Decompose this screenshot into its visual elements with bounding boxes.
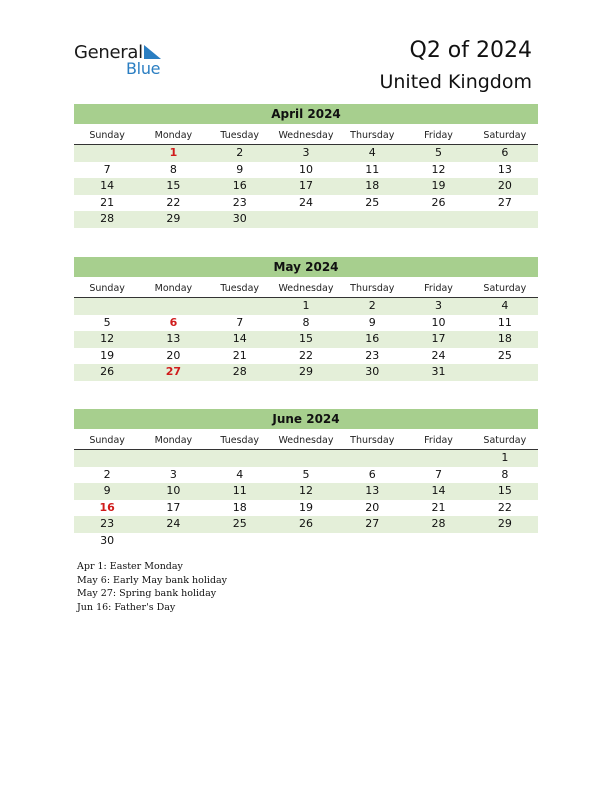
date-cell bbox=[472, 533, 538, 550]
date-cell: 4 bbox=[368, 146, 376, 159]
date-cell: 24 bbox=[298, 195, 313, 209]
week-row bbox=[74, 364, 538, 381]
date-cell bbox=[273, 450, 339, 467]
date-cell: 23 bbox=[100, 517, 115, 530]
date-cell bbox=[405, 533, 471, 550]
week-row bbox=[74, 450, 538, 467]
date-cell: 20 bbox=[497, 179, 512, 192]
date-cell: 27 bbox=[497, 195, 512, 209]
date-cell: 21 bbox=[431, 500, 446, 514]
date-cell: 4 bbox=[236, 467, 244, 481]
weekday-label: Tuesday bbox=[220, 130, 260, 141]
weekday-label: Tuesday bbox=[220, 435, 260, 446]
date-cell bbox=[207, 533, 273, 550]
date-cell bbox=[472, 364, 538, 381]
date-cell: 20 bbox=[166, 348, 181, 362]
date-cell bbox=[339, 211, 405, 228]
logo-text-blue: Blue bbox=[126, 59, 161, 78]
weekday-label: Monday bbox=[154, 130, 193, 141]
holiday-note: Apr 1: Easter Monday bbox=[77, 561, 183, 572]
week-row bbox=[74, 348, 538, 365]
date-cell: 3 bbox=[302, 146, 310, 159]
holiday-date-cell: 6 bbox=[169, 315, 178, 329]
date-cell: 10 bbox=[431, 315, 446, 329]
date-cell: 19 bbox=[298, 500, 313, 514]
date-cell: 27 bbox=[365, 517, 380, 530]
month-header: April 2024 bbox=[74, 104, 538, 124]
date-cell: 31 bbox=[431, 365, 446, 378]
date-cell bbox=[207, 298, 273, 315]
date-cell: 23 bbox=[365, 348, 380, 362]
holiday-date-cell: 1 bbox=[169, 146, 178, 159]
date-cell bbox=[273, 211, 339, 228]
date-cell: 14 bbox=[100, 179, 115, 192]
date-cell bbox=[140, 450, 206, 467]
date-cell: 14 bbox=[232, 332, 247, 345]
weekday-label: Sunday bbox=[89, 130, 125, 141]
date-cell: 16 bbox=[365, 332, 380, 345]
country-subtitle: United Kingdom bbox=[379, 71, 532, 93]
weekday-label: Friday bbox=[424, 130, 453, 141]
date-cell bbox=[472, 211, 538, 228]
date-cell: 9 bbox=[236, 162, 244, 176]
week-row bbox=[74, 145, 538, 162]
date-cell: 15 bbox=[166, 179, 181, 192]
weekday-label: Wednesday bbox=[278, 283, 334, 294]
date-cell: 12 bbox=[100, 332, 115, 345]
page-title: Q2 of 2024 bbox=[409, 38, 532, 63]
date-cell: 19 bbox=[431, 179, 446, 192]
week-row bbox=[74, 162, 538, 179]
date-cell: 29 bbox=[298, 365, 313, 378]
date-cell: 4 bbox=[501, 299, 509, 312]
date-cell: 13 bbox=[497, 162, 512, 176]
date-cell bbox=[74, 450, 140, 467]
date-cell bbox=[273, 533, 339, 550]
date-cell: 21 bbox=[232, 348, 247, 362]
date-cell: 25 bbox=[497, 348, 512, 362]
weekday-label: Wednesday bbox=[278, 435, 334, 446]
date-cell: 6 bbox=[501, 146, 509, 159]
date-cell: 8 bbox=[501, 467, 509, 481]
date-cell: 7 bbox=[435, 467, 443, 481]
date-cell: 28 bbox=[431, 517, 446, 530]
date-cell bbox=[339, 533, 405, 550]
date-cell bbox=[74, 298, 140, 315]
date-cell: 17 bbox=[431, 332, 446, 345]
date-cell bbox=[405, 211, 471, 228]
week-row bbox=[74, 483, 538, 500]
date-cell: 2 bbox=[236, 146, 244, 159]
date-cell: 1 bbox=[501, 451, 509, 464]
date-cell: 5 bbox=[302, 467, 310, 481]
date-cell: 10 bbox=[298, 162, 313, 176]
date-cell: 11 bbox=[232, 484, 247, 497]
date-cell bbox=[140, 533, 206, 550]
month-june bbox=[74, 409, 538, 549]
date-cell bbox=[339, 450, 405, 467]
weekday-label: Saturday bbox=[483, 435, 527, 446]
date-cell: 29 bbox=[166, 212, 181, 225]
week-row bbox=[74, 533, 538, 550]
logo-triangle-icon bbox=[142, 44, 162, 60]
holiday-note: May 6: Early May bank holiday bbox=[77, 574, 228, 586]
week-row bbox=[74, 516, 538, 533]
date-cell: 13 bbox=[166, 332, 181, 345]
date-cell: 22 bbox=[497, 500, 512, 514]
date-cell: 9 bbox=[103, 484, 111, 497]
week-row bbox=[74, 195, 538, 212]
date-cell: 25 bbox=[232, 517, 247, 530]
date-cell: 15 bbox=[497, 484, 512, 497]
holiday-notes bbox=[77, 560, 227, 614]
week-row bbox=[74, 467, 538, 484]
date-cell: 26 bbox=[298, 517, 313, 530]
date-cell: 22 bbox=[166, 195, 181, 209]
date-cell bbox=[207, 450, 273, 467]
date-cell: 18 bbox=[365, 179, 380, 192]
date-cell: 30 bbox=[100, 533, 115, 547]
week-row bbox=[74, 315, 538, 332]
date-cell: 18 bbox=[497, 332, 512, 345]
date-cell: 5 bbox=[435, 146, 443, 159]
date-cell: 21 bbox=[100, 195, 115, 209]
date-cell: 7 bbox=[103, 162, 111, 176]
date-cell: 10 bbox=[166, 484, 181, 497]
week-row bbox=[74, 298, 538, 315]
holiday-date-cell: 27 bbox=[165, 365, 182, 378]
date-cell: 1 bbox=[302, 299, 310, 312]
weekday-label: Monday bbox=[154, 435, 193, 446]
date-cell: 17 bbox=[298, 179, 313, 192]
date-cell: 3 bbox=[435, 299, 443, 312]
date-cell: 28 bbox=[100, 212, 115, 225]
weekday-label: Thursday bbox=[350, 283, 395, 294]
weekday-label: Saturday bbox=[483, 130, 527, 141]
week-row bbox=[74, 178, 538, 195]
holiday-note: May 27: Spring bank holiday bbox=[77, 588, 217, 599]
weekday-label: Monday bbox=[154, 283, 193, 294]
date-cell: 17 bbox=[166, 500, 181, 514]
date-cell: 12 bbox=[298, 484, 313, 497]
date-cell: 24 bbox=[166, 517, 181, 530]
month-header: June 2024 bbox=[74, 409, 538, 429]
month-header: May 2024 bbox=[74, 257, 538, 277]
date-cell: 16 bbox=[232, 179, 247, 192]
date-cell: 23 bbox=[232, 195, 247, 209]
date-cell: 22 bbox=[298, 348, 313, 362]
week-row bbox=[74, 211, 538, 228]
date-cell bbox=[405, 450, 471, 467]
date-cell: 2 bbox=[368, 299, 376, 312]
weekday-header-row bbox=[74, 432, 538, 450]
date-cell: 15 bbox=[298, 332, 313, 345]
weekday-label: Saturday bbox=[483, 283, 527, 294]
week-row bbox=[74, 500, 538, 517]
date-cell bbox=[140, 298, 206, 315]
weekday-label: Wednesday bbox=[278, 130, 334, 141]
date-cell: 18 bbox=[232, 500, 247, 514]
date-cell: 26 bbox=[431, 195, 446, 209]
weekday-label: Friday bbox=[424, 283, 453, 294]
date-cell: 29 bbox=[497, 517, 512, 530]
weekday-label: Tuesday bbox=[220, 283, 260, 294]
date-cell: 12 bbox=[431, 162, 446, 176]
weekday-label: Thursday bbox=[350, 435, 395, 446]
weekday-label: Friday bbox=[424, 435, 453, 446]
week-row bbox=[74, 331, 538, 348]
date-cell: 19 bbox=[100, 348, 115, 362]
date-cell: 8 bbox=[302, 315, 310, 329]
date-cell: 3 bbox=[169, 467, 177, 481]
date-cell: 2 bbox=[103, 467, 111, 481]
date-cell: 30 bbox=[365, 365, 380, 378]
weekday-label: Thursday bbox=[350, 130, 395, 141]
date-cell: 5 bbox=[103, 315, 111, 329]
date-cell: 11 bbox=[365, 162, 380, 176]
brand-logo bbox=[74, 42, 184, 78]
weekday-label: Sunday bbox=[89, 283, 125, 294]
date-cell: 11 bbox=[497, 315, 512, 329]
holiday-note: Jun 16: Father's Day bbox=[77, 601, 176, 613]
date-cell: 26 bbox=[100, 365, 115, 378]
date-cell: 7 bbox=[236, 315, 244, 329]
logo-text-general: General bbox=[74, 42, 143, 63]
month-april bbox=[74, 104, 538, 228]
date-cell: 24 bbox=[431, 348, 446, 362]
date-cell: 8 bbox=[169, 162, 177, 176]
weekday-header-row bbox=[74, 127, 538, 145]
date-cell: 13 bbox=[365, 484, 380, 497]
weekday-label: Sunday bbox=[89, 435, 125, 446]
date-cell: 6 bbox=[368, 467, 376, 481]
date-cell bbox=[74, 145, 140, 162]
date-cell: 28 bbox=[232, 365, 247, 378]
date-cell: 9 bbox=[368, 315, 376, 329]
weekday-header-row bbox=[74, 280, 538, 298]
holiday-date-cell: 16 bbox=[99, 500, 115, 514]
month-may bbox=[74, 257, 538, 381]
date-cell: 20 bbox=[365, 500, 380, 514]
date-cell: 30 bbox=[232, 212, 247, 225]
date-cell: 14 bbox=[431, 484, 446, 497]
date-cell: 25 bbox=[365, 195, 380, 209]
